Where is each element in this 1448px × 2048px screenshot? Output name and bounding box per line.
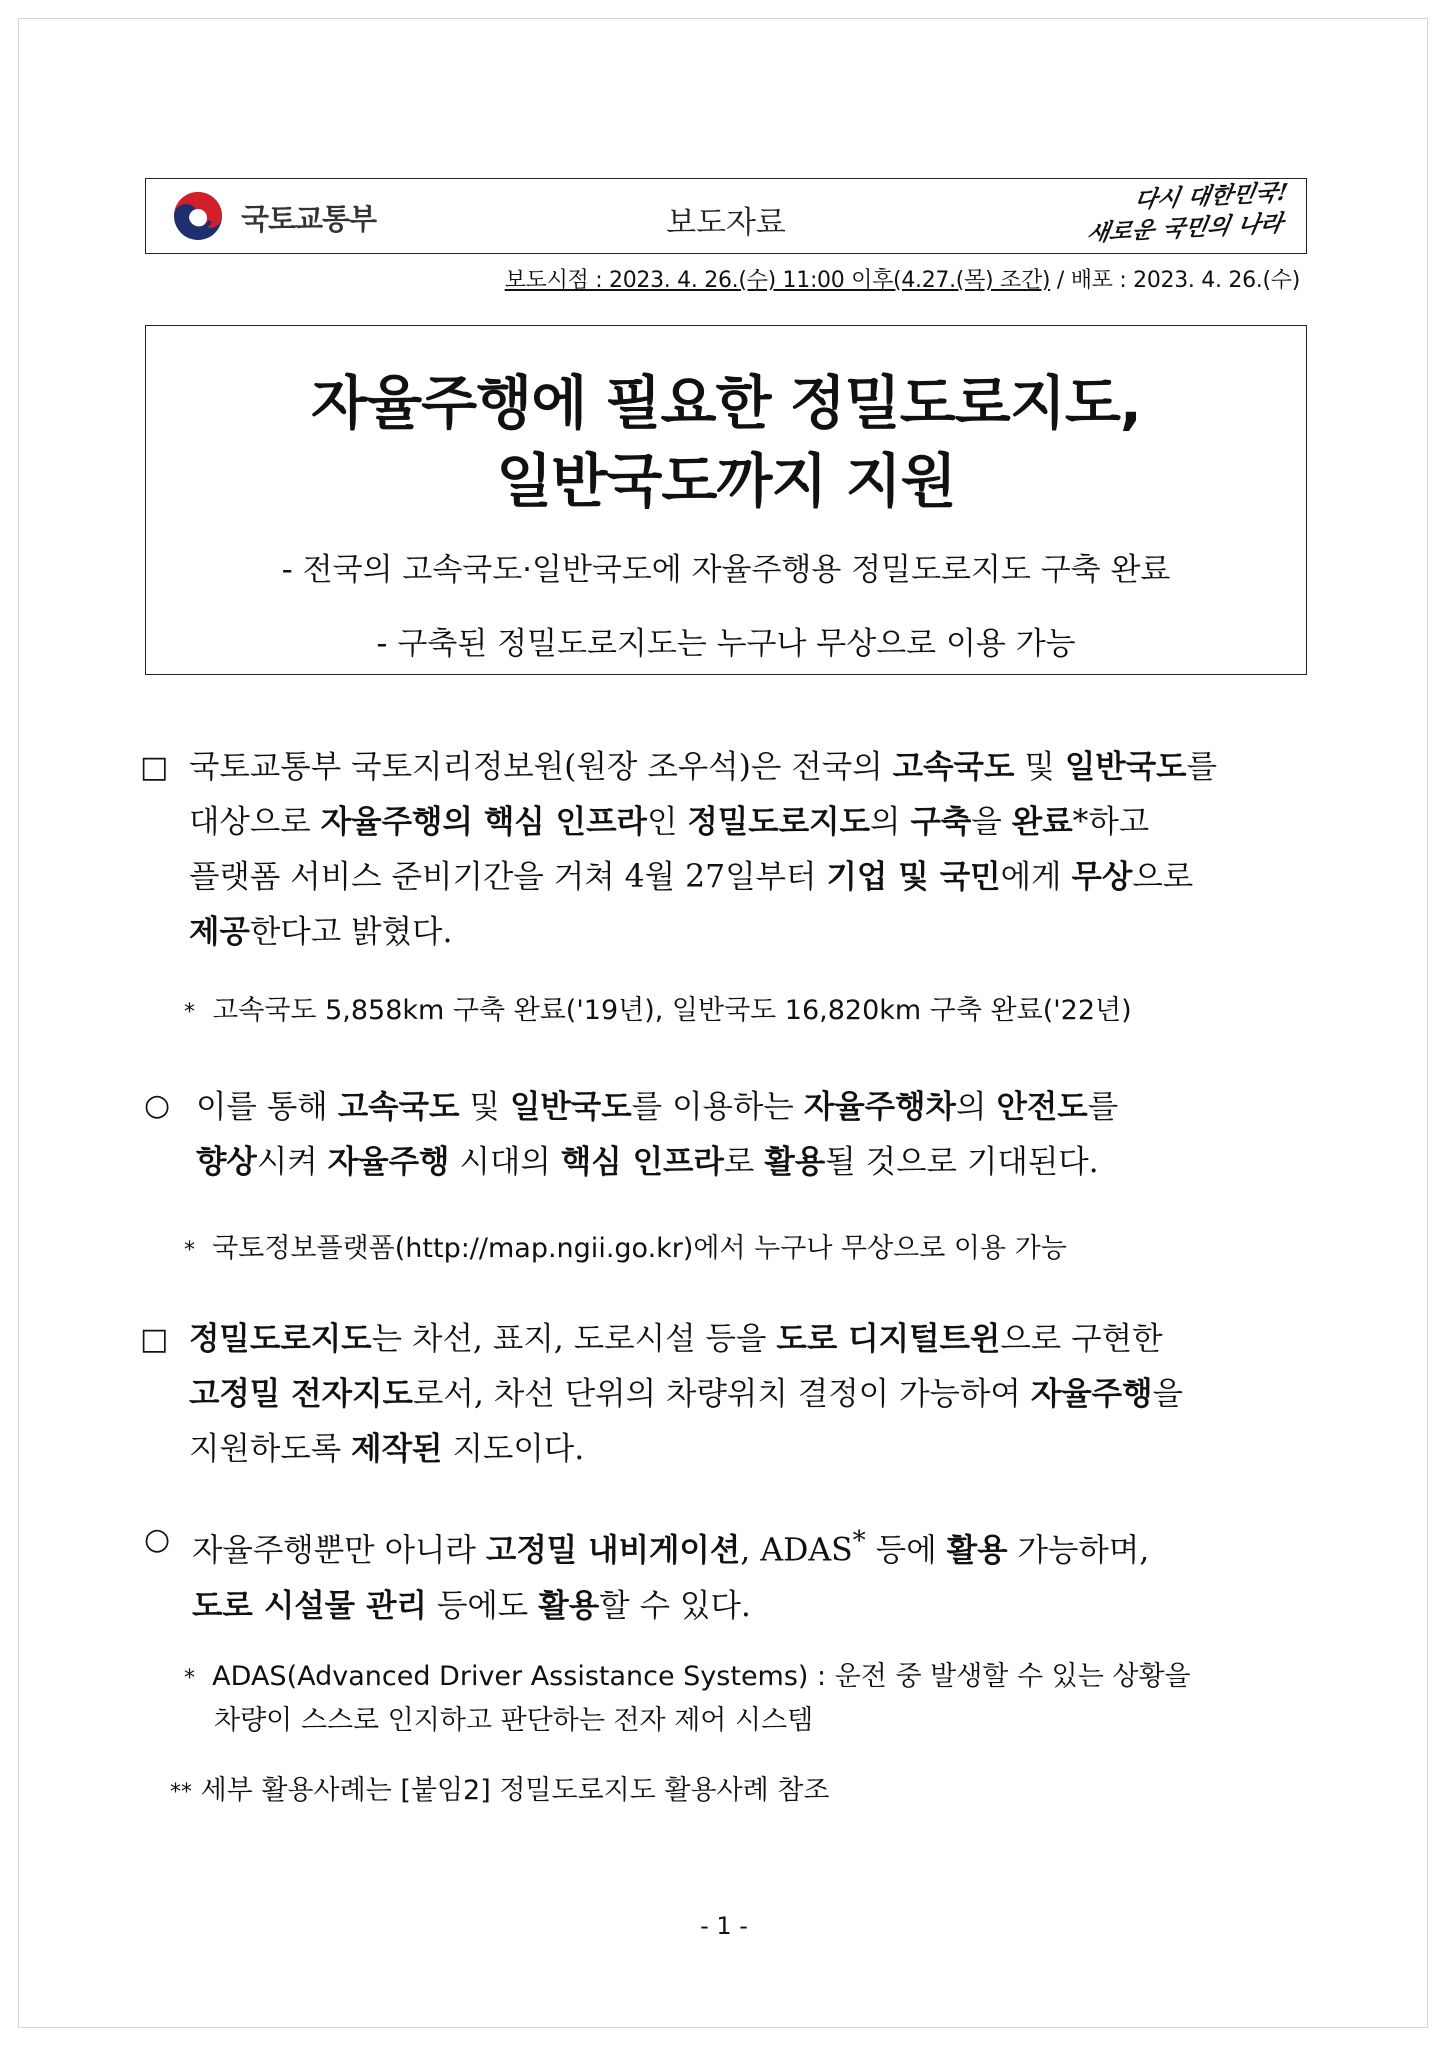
paragraph-line: 고정밀 전자지도로서, 차선 단위의 차량위치 결정이 가능하여 자율주행을 (189, 1376, 1183, 1412)
subheadline-1: - 전국의 고속국도·일반국도에 자율주행용 정밀도로지도 구축 완료 (281, 552, 1171, 588)
page-number: - 1 - (700, 1912, 748, 1940)
slogan-line-2: 새로운 국민의 나라 (1084, 209, 1285, 247)
paragraph-line: 자율주행뿐만 아니라 고정밀 내비게이션, ADAS* 등에 활용 가능하며, (192, 1526, 1150, 1569)
footnote-4: ** 세부 활용사례는 [붙임2] 정밀도로지도 활용사례 참조 (170, 1775, 830, 1806)
sub-bullet-circle: ○ (144, 1522, 171, 1557)
paragraph-line: 도로 시설물 관리 등에도 활용할 수 있다. (192, 1587, 751, 1624)
paragraph-line: 대상으로 자율주행의 핵심 인프라인 정밀도로지도의 구축을 완료*하고 (189, 804, 1150, 840)
headline-line-2: 일반국도까지 지원 (496, 447, 956, 515)
paragraph-line: 플랫폼 서비스 준비기간을 거쳐 4월 27일부터 기업 및 국민에게 무상으로 (189, 859, 1194, 895)
release-info (505, 263, 1300, 294)
press-release-header (145, 178, 1307, 254)
paragraph-1 (189, 740, 1309, 960)
paragraph-line: 국토교통부 국토지리정보원(원장 조우석)은 전국의 고속국도 및 일반국도를 (189, 749, 1217, 785)
distribution-date: 배포 : 2023. 4. 26.(수) (1070, 268, 1300, 293)
paragraph-line: 지원하도록 제작된 지도이다. (189, 1431, 585, 1467)
title-box (145, 325, 1307, 675)
government-emblem-icon (173, 191, 223, 241)
headline-line-1: 자율주행에 필요한 정밀도로지도, (311, 369, 1141, 437)
footnote-1: * 고속국도 5,858km 구축 완료('19년), 일반국도 16,820km 구축 완료('22년) (184, 995, 1132, 1026)
document-type: 보도자료 (666, 205, 786, 241)
paragraph-line: 정밀도로지도는 차선, 표지, 도로시설 등을 도로 디지털트윈으로 구현한 (189, 1321, 1163, 1357)
subheadline-2: - 구축된 정밀도로지도는 누구나 무상으로 이용 가능 (376, 626, 1076, 662)
paragraph-3 (189, 1312, 1309, 1477)
section-marker-box: □ (140, 750, 169, 785)
sub-bullet-circle: ○ (144, 1088, 171, 1123)
paragraph-line: 이를 통해 고속국도 및 일반국도를 이용하는 자율주행차의 안전도를 (196, 1089, 1119, 1125)
footnote-2: * 국토정보플랫폼(http://map.ngii.go.kr)에서 누구나 무상으로 이용 가능 (184, 1233, 1067, 1264)
slogan (1038, 177, 1290, 251)
paragraph-line: 향상시켜 자율주행 시대의 핵심 인프라로 활용될 것으로 기대된다. (196, 1144, 1099, 1180)
paragraph-4 (192, 1514, 1309, 1634)
footnote-3: * ADAS(Advanced Driver Assistance Systems) : 운전 중 발생할 수 있는 상황을 차량이 스스로 인지하고 판단하는 전자 제어 시스템 (184, 1661, 1191, 1736)
slogan-line-1: 다시 대한민국! (1132, 178, 1290, 214)
paragraph-2 (196, 1080, 1309, 1190)
ministry-name: 국토교통부 (241, 202, 377, 236)
paragraph-line: 제공한다고 밝혔다. (189, 914, 453, 950)
section-marker-box: □ (140, 1322, 169, 1357)
embargo-time: 보도시점 : 2023. 4. 26.(수) 11:00 이후(4.27.(목) 조간) (504, 268, 1051, 293)
release-separator: / (1050, 268, 1071, 293)
